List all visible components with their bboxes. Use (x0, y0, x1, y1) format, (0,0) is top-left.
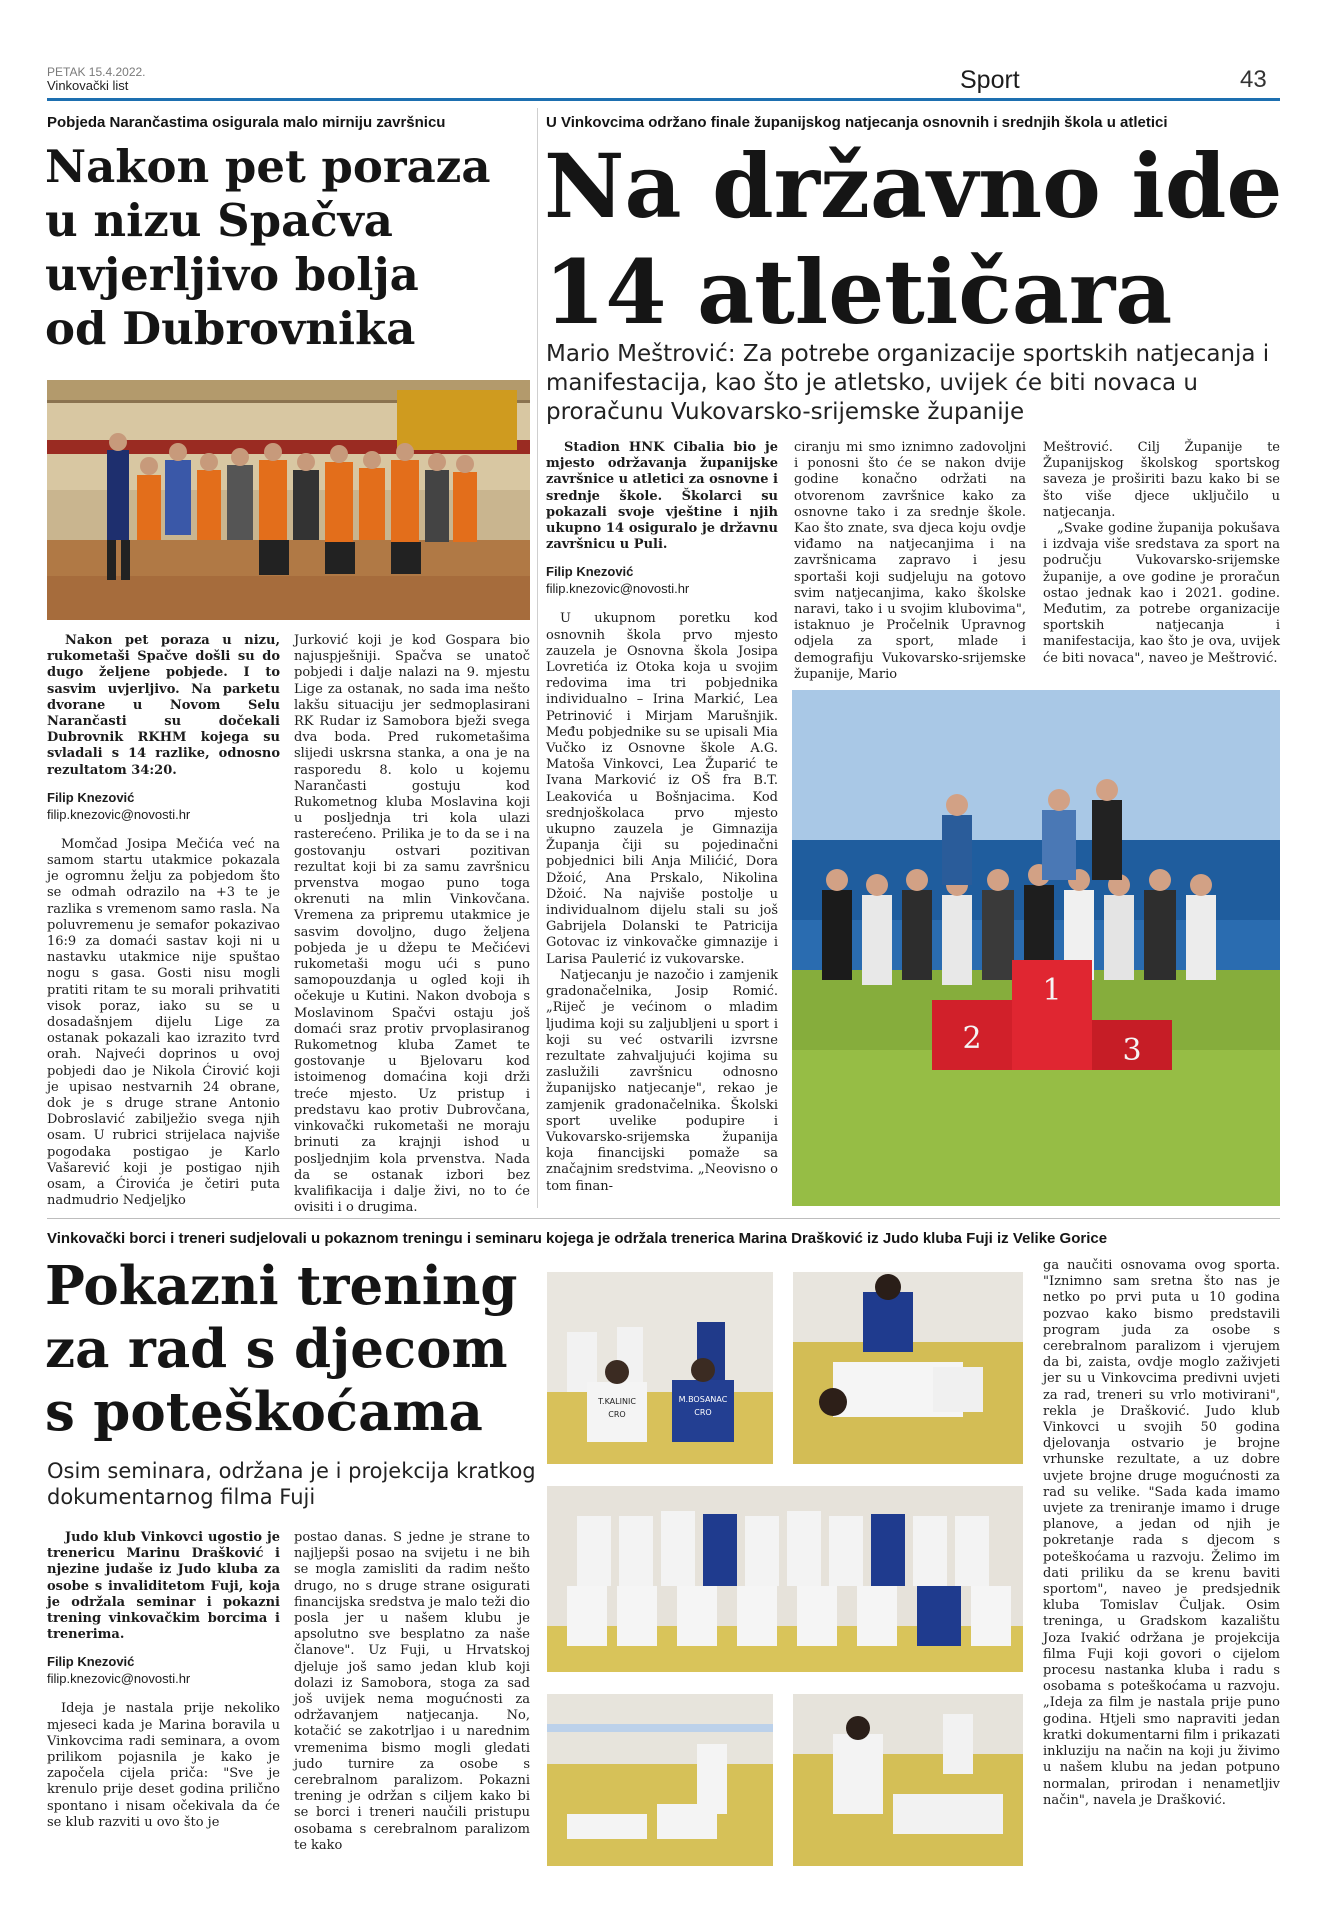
article3-lead: Judo klub Vinkovci ugostio je trenericu Marinu Drašković i njezine judaše iz Judo kluba za osobe s invaliditetom Fuji, koja je održala seminar i pokazni trening vinkovačkim borcima i trenerima. (47, 1530, 280, 1643)
author-name: Filip Knezović (47, 789, 135, 805)
article1-headline (45, 140, 490, 356)
headline-line: Pokazni trening (45, 1255, 518, 1317)
article3-column3 (1043, 1258, 1280, 1809)
article1-kicker: Pobjeda Narančastima osigurala malo mirniju završnicu (47, 114, 446, 131)
headline-line: s poteškoćama (45, 1381, 483, 1443)
section-name: Sport (960, 66, 1020, 94)
judo-photo-kneeling (547, 1272, 773, 1464)
handball-team-photo (47, 380, 530, 620)
section-divider (47, 1218, 1280, 1219)
headline-line: uvjerljivo bolja (45, 248, 419, 301)
author-email: filip.knezovic@novosti.hr (546, 581, 690, 597)
page-number: 43 (1240, 66, 1267, 93)
back-name-white: T.KALINIC (598, 1397, 636, 1406)
article3-kicker: Vinkovački borci i treneri sudjelovali u pokaznom treningu i seminaru kojega je održala trenerica Marina Drašković iz Judo kluba Fuji iz Velike Gorice (47, 1230, 1108, 1247)
article3-body-part2: postao danas. S jedne je strane to najljepši posao na svijetu i ne bih se mogla zamisliti da radim nešto drugo, no s druge strane osigurati financijska sredstva je malo teži dio posla jer u našem klubu je apsolutno sve besplatno za naše članove". Uz Fuji, u Hrvatskoj djeluje još samo jedan klub koji dolazi iz Samobora, stoga za sad još uvijek nema mogućnosti za održavanjem natjecanja. No, kotačić se zakotrljao i u narednim vremenima bismo mogli gledati judo turnire za osobe s cerebralnom paralizom. Pokazni trening je održan s ciljem kako bi se borci i treneri naučili pristupu osobama s cerebralnom paralizom te kako (294, 1530, 530, 1853)
article1-body-part1: Momčad Josipa Mečića već na samom startu utakmice pokazala je ogromnu želju za pobjedom što se odmah odrazilo na +3 te je razlika s vremenom samo rasla. Na poluvremenu je semafor pokazivao 16:9 za domaći sastav koji ni u nastavku utakmice nije spuštao nogu s gasa. Gosti nisu mogli pratiti ritam te su morali prihvatiti visok poraz, iako su se u dosadašnjem dijelu Lige za ostanak pokazali kao izrazito tvrd orah. Najveći doprinos u ovoj pobjedi dao je Nikola Ćirović koji je upisao nestvarnih 24 obrane, dok je s druge strane Antonio Dobroslavić zabilježio svega njih osam. U rubrici strijelaca najviše pogodaka postigao je Karlo Vašarević koji je postigao njih osam, a Ćirovića je četiri puta nadmudrio Nedjeljko (47, 836, 280, 1209)
page-header-info (47, 66, 146, 92)
article2-headline (544, 133, 1282, 345)
article1-column1 (47, 633, 280, 1210)
judo-photo-group (547, 1486, 1023, 1672)
judo-photo-drill-left (547, 1694, 773, 1866)
publication-name: Vinkovački list (47, 78, 129, 93)
article2-kicker: U Vinkovcima održano finale županijskog natjecanja osnovnih i srednjih škola u atletici (546, 114, 1168, 131)
article2-subhead: Mario Meštrović: Za potrebe organizacije sportskih natjecanja i manifestacija, kao što je atletsko, uvijek će biti novaca u proračunu Vukovarsko-srijemske županije (546, 341, 1270, 425)
column-divider (537, 108, 538, 1208)
podium-third: 3 (1122, 1033, 1142, 1068)
judo-photo-drill-right (793, 1694, 1023, 1866)
author-name: Filip Knezović (546, 564, 634, 580)
podium-second: 2 (962, 1021, 982, 1056)
article2-lead: Stadion HNK Cibalia bio je mjesto održavanja županijske završnice u atletici za osnovne i srednje škole. Školarci su pokazali svoje vještine i njih ukupno 14 osiguralo je državnu završnicu u Puli. (546, 440, 778, 553)
article1-byline (47, 789, 280, 823)
judo-photo-groundwork (793, 1272, 1023, 1464)
athletics-podium-photo (792, 690, 1280, 1206)
author-email: filip.knezovic@novosti.hr (47, 1671, 191, 1687)
article3-body-part3: ga naučiti osnovama ovog sporta. "Iznimno sam sretna što nas je netko po prvi puta u 10 godina pozvao kako bismo predstavili program juda za osobe s cerebralnom paralizom i vjerujem da bi, zaista, ovdje moglo zaživjeti jer su u Vinkovcima predivni uvjeti za rad, treneri su vrlo motivirani", rekla je Drašković. Judo klub Vinkovci u svojih 50 godina djelovanja ostvario je brojne vrhunske rezultate, a uz dobre uvjete brojne druge mogućnosti za rad su velike. "Sada kada imamo uvjete za treniranje imamo i druge planove, a jedan od njih je pokretanje rada s djecom s poteškoćama u razvoju. Želimo im dati priliku da se krenu baviti sportom", naveo je predsjednik kluba Tomislav Čuljak. Osim treninga, u Gradskom kazalištu Joza Ivakić održana je projekcija filma Fuji koji govori o cijelom procesu nastanka kluba i radu s osobama s poteškoćama u razvoju. „Ideja za film je nastala prije puno godina. Htjeli smo napraviti jedan kratki dokumentarni film i prikazati inkluziju na način na koji ju živimo u našem klubu na jedan potpuno normalan, prirodan i nenametljiv način", navela je Drašković. (1043, 1258, 1280, 1808)
article2-byline (546, 563, 778, 597)
article2-body-part3b: „Svake godine županija pokušava i izdvaja više sredstava za sport na području Vukovarsko-srijemske županije, a ove godine je proračun ostao jednak kao i 2021. godine. Međutim, za potrebe organizacije sportskih natjecanja i manifestacija, kao što je ova, uvijek će biti novaca", naveo je Meštrović. (1043, 521, 1280, 666)
article2-body-part2: ciranju mi smo iznimno zadovoljni i ponosni što će se nakon dvije godine konačno održati na otvorenom završnice kako za osnovne tako i za srednje škole. Kao što znate, sva djeca koju ovdje viđamo na natjecanjima i na završnicama zapravo i jesu sportaši koji sudjeluju na gotovo svim natjecanjima, kako školske naravi, tako i u svojim klubovima", istaknuo je Pročelnik Upravnog odjela za sport, mlade i demografiju Vukovarsko-srijemske županije, Mario (794, 440, 1026, 682)
headline-line: 14 atletičara (544, 240, 1173, 344)
article3-headline (45, 1255, 517, 1444)
article2-body-part3: Meštrović. Cilj Županije te Županijskog školskog sportskog saveza je proširiti bazu kako bi se što više djece uključilo u natjecanja. (1043, 440, 1280, 520)
back-country-white: CRO (608, 1410, 626, 1419)
article2-column3 (1043, 440, 1280, 667)
issue-date: PETAK 15.4.2022. (47, 65, 146, 79)
article2-column2 (794, 440, 1026, 683)
article1-body-part2: Jurković koji je kod Gospara bio najuspješniji. Spačva se unatoč pobjedi i dalje nalazi na 9. mjestu Lige za ostanak, no sada ima nešto lakšu situaciju jer sedmoplasirani RK Rudar iz Samobora bježi svega dva boda. Pred rukometašima slijedi uskrsna stanka, a ona je na rasporedu 8. kolo u kojemu Narančasti gostuju kod Rukometnog kluba Moslavina koji u posljednja tri kola ulazi rasterećeno. Prilika je to da se i na gostovanju ostvari pozitivan rezultat koji bi za samu završnicu prvenstva mogao puno toga okrenuti na mlin Vinkovčana. Vremena za pripremu utakmice je sasvim dovoljno, dugo željena pobjeda je u džepu te Mečićevi rukometaši mogu ući s puno samopouzdanja u ogled koji ih očekuje u Kutini. Nakon dvoboja s Moslavinom Spačvi ostaju još domaći sraz protiv prvoplasiranog Rukometnog kluba Zamet te gostovanje u Bjelovaru kod istoimenog domaćina koji drži treće mjesto. Uz pristup i predstavu kao protiv Dubrovčana, vinkovački rukometaši ne moraju brinuti za krajnji ishod u posljednjim kola prvenstva. Nada da se ostanak izbori bez kvalifikacija i dalje živi, no to će ovisiti i o drugima. (294, 633, 530, 1216)
back-name-blue: M.BOSANAC (678, 1395, 728, 1404)
headline-line: od Dubrovnika (45, 302, 416, 355)
headline-line: Na državno ide (544, 134, 1283, 238)
article1-column2 (294, 633, 530, 1216)
article2-column1 (546, 440, 778, 1195)
headline-line: u nizu Spačva (45, 194, 393, 247)
article3-column2 (294, 1530, 530, 1854)
article2-body-part1: U ukupnom poretku kod osnovnih škola prvo mjesto zauzela je Osnovna škola Josipa Lovretića iz Otoka koja u svojim redovima ima tri pobjednika individualno – Irina Markić, Lea Petrinović i Mirjam Marušnjik. Među pobjednike su se upisali Mia Vučko iz Osnovne škole A.G. Matoša Vinkovci, Lea Župarić te Ivana Marković iz OŠ fra B.T. Leakovića u Bošnjacima. Kod srednjoškolaca prvo mjesto ukupno zauzela je Gimnazija Županja čiji su pojedinačni pobjednici bili Anja Milićić, Dora Džoić, Ana Prskalo, Nikolina Džoić. Na najviše postolje u individualnom dijelu stali su još Gabrijela Dolanski te Patricija Gotovac iz vinkovačke gimnazije i Larisa Paulетić iz vukovarske. (546, 611, 778, 967)
article3-subhead: Osim seminara, održana je i projekcija kratkog dokumentarnog filma Fuji (47, 1459, 536, 1509)
article2-body-part1b: Natjecanju je nazočio i zamjenik gradonačelnika, Josip Romić. „Riječ je većinom o mladim ljudima koji su zaljubljeni u sport i koji su već ostvarili izvrsne rezultate zahvaljujući kojima su zaslužili završnicu odnosno županijsko natjecanje", rekao je zamjenik gradonačelnika. Školski sport uvelike podupire i Vukovarsko-srijemska županija koja financijski pomaže sa značajnim sredstvima. „Neovisno o tom finan- (546, 967, 778, 1194)
article3-byline (47, 1653, 280, 1687)
article3-body-part1: Ideja je nastala prije nekoliko mjeseci kada je Marina boravila u Vinkovcima radi seminara, a ovom prilikom pojasnila je kako je započela cijela priča: "Sve je krenulo prije deset godina prilično spontano i nisam očekivala da će se klub razviti u ovo što je (47, 1701, 280, 1830)
author-email: filip.knezovic@novosti.hr (47, 806, 191, 822)
article3-column1 (47, 1530, 280, 1831)
header-rule (47, 98, 1280, 101)
podium-first: 1 (1042, 973, 1062, 1008)
author-name: Filip Knezović (47, 1654, 135, 1670)
headline-line: za rad s djecom (45, 1318, 508, 1380)
headline-line: Nakon pet poraza (45, 140, 491, 193)
back-country-blue: CRO (694, 1408, 712, 1417)
article1-lead: Nakon pet poraza u nizu, rukometaši Spačve došli su do dugo željene pobjede. I to sasvim uvjerljivo. Na parketu dvorane u Novom Selu Narančasti su dočekali Dubrovnik RKHM kojega su svladali s 14 razlike, odnosno rezultatom 34:20. (47, 633, 280, 778)
